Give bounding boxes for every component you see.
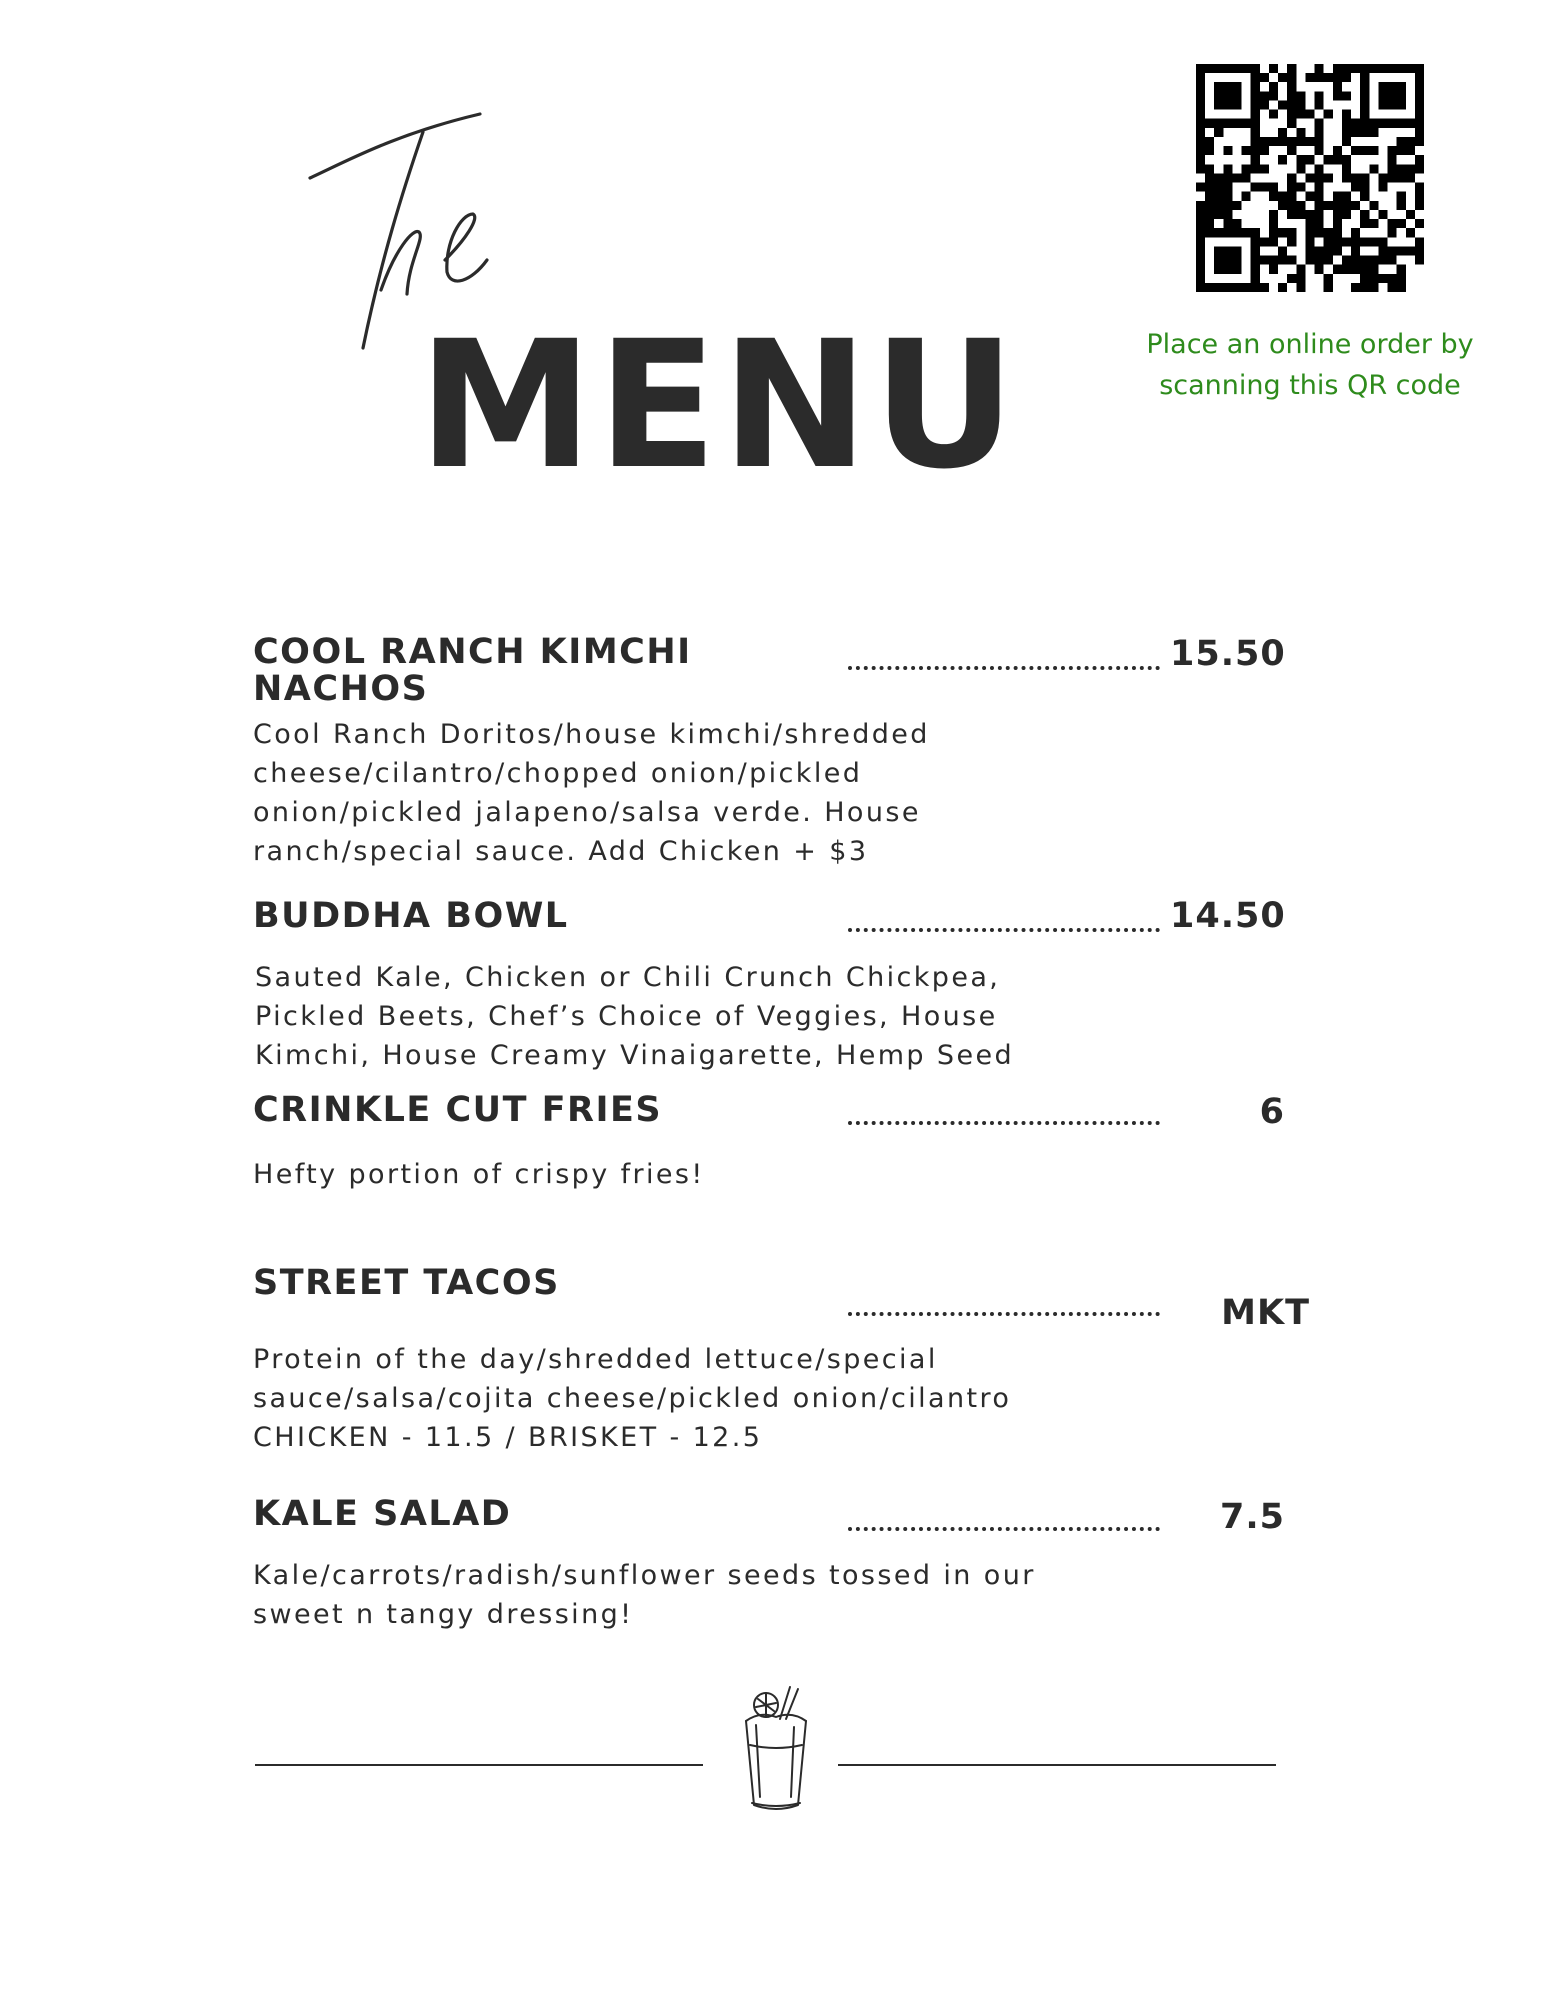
- menu-item-description-line: Protein of the day/shredded lettuce/special: [253, 1344, 938, 1375]
- menu-item-description-line: sweet n tangy dressing!: [253, 1599, 634, 1630]
- qr-caption: [1130, 324, 1490, 406]
- menu-item-name: [253, 898, 813, 935]
- menu-item-description-line: ranch/special sauce. Add Chicken + $3: [253, 836, 869, 867]
- menu-item-name-line: STREET TACOS: [253, 1263, 560, 1303]
- menu-item-description: [253, 715, 1133, 871]
- menu-item-description-line: Sauted Kale, Chicken or Chili Crunch Chickpea,: [255, 962, 1001, 993]
- menu-item-description-line: cheese/cilantro/chopped onion/pickled: [253, 758, 863, 789]
- leader-dots: [848, 666, 1160, 670]
- qr-caption-line: Place an online order by: [1146, 329, 1474, 360]
- leader-dots: [848, 1121, 1160, 1125]
- footer-divider-left: [255, 1764, 703, 1766]
- menu-item-name: [253, 634, 813, 708]
- menu-item-description: [253, 1155, 1133, 1194]
- menu-item-name-line: KALE SALAD: [253, 1494, 512, 1534]
- menu-item-price: MKT: [1221, 1293, 1310, 1333]
- menu-item-description-line: Pickled Beets, Chef’s Choice of Veggies, House: [255, 1001, 998, 1032]
- leader-dots: [848, 928, 1160, 932]
- menu-item-description-line: Hefty portion of crispy fries!: [253, 1159, 705, 1190]
- menu-item-description-line: CHICKEN - 11.5 / BRISKET - 12.5: [253, 1422, 763, 1453]
- menu-item-name: [253, 1265, 813, 1302]
- menu-item-name-line: COOL RANCH KIMCHI: [253, 632, 692, 672]
- menu-item-name: [253, 1092, 813, 1129]
- drink-glass-icon: [736, 1685, 816, 1815]
- qr-caption-line: scanning this QR code: [1159, 370, 1461, 401]
- menu-item-description-line: sauce/salsa/cojita cheese/pickled onion/cilantro: [253, 1383, 1012, 1414]
- menu-item-name-line: CRINKLE CUT FRIES: [253, 1090, 663, 1130]
- menu-item-price: 15.50: [1170, 634, 1286, 674]
- page-title: MENU: [418, 303, 1020, 508]
- menu-item-name-line: BUDDHA BOWL: [253, 896, 569, 936]
- leader-dots: [848, 1527, 1160, 1531]
- menu-item-price: 6: [1259, 1092, 1285, 1132]
- menu-item-description-line: Kimchi, House Creamy Vinaigarette, Hemp Seed: [255, 1040, 1015, 1071]
- qr-code-icon[interactable]: [1196, 64, 1424, 292]
- footer-divider-right: [838, 1764, 1276, 1766]
- menu-item-description: [255, 958, 1135, 1075]
- menu-item-price: 7.5: [1219, 1497, 1285, 1537]
- menu-item-price: 14.50: [1170, 896, 1286, 936]
- menu-item-description-line: Cool Ranch Doritos/house kimchi/shredded: [253, 719, 930, 750]
- leader-dots: [848, 1312, 1160, 1316]
- menu-item-description: [253, 1556, 1133, 1634]
- menu-item-description: [253, 1340, 1133, 1457]
- menu-item-description-line: Kale/carrots/radish/sunflower seeds tossed in our: [253, 1560, 1036, 1591]
- menu-item-name: [253, 1496, 813, 1533]
- menu-item-description-line: onion/pickled jalapeno/salsa verde. House: [253, 797, 921, 828]
- menu-item-name-line: NACHOS: [253, 669, 429, 709]
